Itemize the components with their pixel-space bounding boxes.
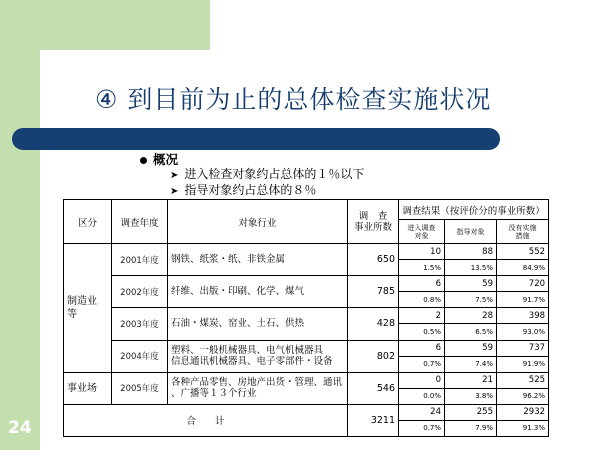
count-cell: 720 bbox=[497, 276, 549, 292]
count-cell: 0 bbox=[399, 372, 445, 388]
summary-heading: 概况 bbox=[153, 152, 179, 167]
count-cell: 6 bbox=[399, 276, 445, 292]
count-cell: 28 bbox=[445, 308, 497, 324]
percent-cell: 96.2% bbox=[497, 388, 549, 404]
industry-cell: 纤维、出版・印刷、化学、煤气 bbox=[168, 276, 348, 308]
grand-total-label: 合 计 bbox=[64, 404, 348, 436]
percent-cell: 93.0% bbox=[497, 324, 549, 340]
percent-cell: 84.9% bbox=[497, 260, 549, 276]
percent-cell: 6.5% bbox=[445, 324, 497, 340]
count-cell: 6 bbox=[399, 340, 445, 356]
left-decoration-strip bbox=[0, 0, 40, 450]
count-cell: 24 bbox=[399, 404, 445, 420]
table-row bbox=[64, 244, 549, 260]
page-number: 24 bbox=[8, 418, 32, 438]
arrow-bullet-icon: ➤ bbox=[170, 186, 179, 197]
category-cell: 事业场 bbox=[64, 372, 112, 404]
industry-cell: 塑料、一般机械器具、电气机械器具 信息通讯机械器具、电子零部件・设备 bbox=[168, 340, 348, 372]
percent-cell: 0.0% bbox=[399, 388, 445, 404]
count-cell: 737 bbox=[497, 340, 549, 356]
percent-cell: 91.3% bbox=[497, 420, 549, 436]
percent-cell: 91.9% bbox=[497, 356, 549, 372]
year-cell: 2005年度 bbox=[112, 372, 168, 404]
percent-cell: 0.8% bbox=[399, 292, 445, 308]
table-row bbox=[64, 340, 549, 356]
year-cell: 2001年度 bbox=[112, 244, 168, 276]
table-row bbox=[64, 372, 549, 388]
table-row bbox=[64, 308, 549, 324]
grand-total-cell: 3211 bbox=[348, 404, 399, 436]
total-cell: 785 bbox=[348, 276, 399, 308]
year-cell: 2004年度 bbox=[112, 340, 168, 372]
total-cell: 428 bbox=[348, 308, 399, 340]
count-cell: 398 bbox=[497, 308, 549, 324]
header-industry: 对象行业 bbox=[168, 200, 348, 244]
percent-cell: 3.8% bbox=[445, 388, 497, 404]
count-cell: 525 bbox=[497, 372, 549, 388]
header-total: 调 查 事业所数 bbox=[348, 200, 399, 244]
total-cell: 650 bbox=[348, 244, 399, 276]
header-sub-no-measure: 没有实施 措施 bbox=[497, 220, 549, 244]
survey-table-body bbox=[64, 200, 549, 437]
count-cell: 59 bbox=[445, 340, 497, 356]
percent-cell: 7.5% bbox=[445, 292, 497, 308]
count-cell: 255 bbox=[445, 404, 497, 420]
arrow-bullet-icon: ➤ bbox=[170, 170, 179, 181]
total-cell: 546 bbox=[348, 372, 399, 404]
header-sub-inspection: 进入调查 对象 bbox=[399, 220, 445, 244]
survey-table bbox=[63, 199, 549, 437]
summary-heading-row bbox=[140, 152, 460, 167]
percent-cell: 0.7% bbox=[399, 356, 445, 372]
percent-cell: 0.5% bbox=[399, 324, 445, 340]
slide-title: ④ 到目前为止的总体检查实施状况 bbox=[95, 85, 492, 114]
percent-cell: 1.5% bbox=[399, 260, 445, 276]
industry-cell: 钢铁、纸浆・纸、非铁金属 bbox=[168, 244, 348, 276]
count-cell: 552 bbox=[497, 244, 549, 260]
summary-section bbox=[140, 152, 460, 199]
year-cell: 2003年度 bbox=[112, 308, 168, 340]
bullet-dot-icon bbox=[140, 157, 147, 164]
summary-point bbox=[140, 167, 460, 183]
summary-point-text: 指导对象约占总体的８％ bbox=[184, 183, 317, 197]
total-cell: 802 bbox=[348, 340, 399, 372]
percent-cell: 7.9% bbox=[445, 420, 497, 436]
category-cell: 制造业 等 bbox=[64, 244, 112, 373]
industry-cell: 石油・煤炭、窑业、土石、供热 bbox=[168, 308, 348, 340]
total-row bbox=[64, 404, 549, 420]
header-category: 区分 bbox=[64, 200, 112, 244]
summary-point bbox=[140, 183, 460, 199]
title-underline-bar bbox=[12, 128, 500, 150]
header-result: 调查结果（按评价分的事业所数） bbox=[399, 200, 549, 220]
count-cell: 59 bbox=[445, 276, 497, 292]
count-cell: 2 bbox=[399, 308, 445, 324]
percent-cell: 0.7% bbox=[399, 420, 445, 436]
percent-cell: 91.7% bbox=[497, 292, 549, 308]
summary-point-text: 进入检查对象约占总体的１％以下 bbox=[184, 167, 365, 181]
count-cell: 88 bbox=[445, 244, 497, 260]
percent-cell: 7.4% bbox=[445, 356, 497, 372]
count-cell: 2932 bbox=[497, 404, 549, 420]
percent-cell: 13.5% bbox=[445, 260, 497, 276]
header-sub-guidance: 指导对象 bbox=[445, 220, 497, 244]
industry-cell: 各种产品零售、房地产出货・管理、通讯 、广播等１３个行业 bbox=[168, 372, 348, 404]
header-year: 调查年度 bbox=[112, 200, 168, 244]
table-row bbox=[64, 276, 549, 292]
count-cell: 10 bbox=[399, 244, 445, 260]
year-cell: 2002年度 bbox=[112, 276, 168, 308]
count-cell: 21 bbox=[445, 372, 497, 388]
